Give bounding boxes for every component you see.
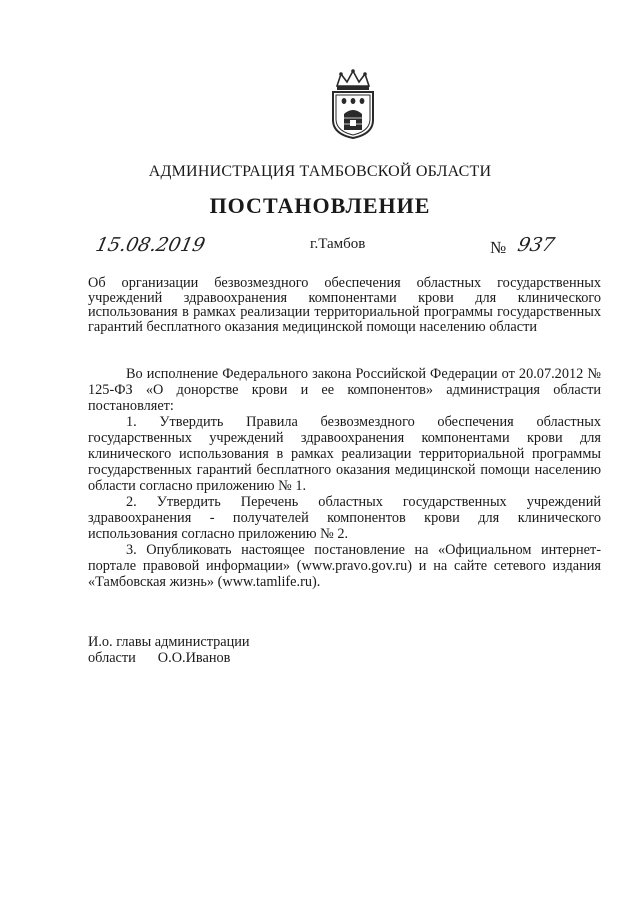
document-subject: Об организации безвозмездного обеспечения областных государственных учреждений здравоохранения компонентами крови для клинического использования в рамках реализации территориальной программы государственных гарантий бесплатного оказания медицинской помощи населению области (88, 275, 601, 335)
signature-block (88, 634, 388, 666)
number-sign: № (490, 238, 507, 257)
body-item-1: 1. Утвердить Правила безвозмездного обеспечения областных государственных учреждений здравоохранения компонентами крови для клинического использования в рамках реализации территориальной программы государственных гарантий бесплатного оказания медицинской помощи населению области согласно приложению № 1. (88, 414, 601, 494)
body-item-3: 3. Опубликовать настоящее постановление на «Официальном интернет-портале правовой информации» (www.pravo.gov.ru) и на сайте сетевого издания «Тамбовская жизнь» (www.tamlife.ru). (88, 542, 601, 590)
tambov-coat-of-arms-icon (327, 68, 379, 140)
signature-title-line1: И.о. главы администрации (88, 634, 250, 650)
signature-line2 (88, 650, 388, 666)
handwritten-date: 15.08.2019 (93, 234, 208, 256)
document-number (515, 234, 557, 260)
body-intro: Во исполнение Федерального закона Российской Федерации от 20.07.2012 № 125-ФЗ «О донорстве крови и ее компонентов» администрация области постановляет: (88, 366, 601, 414)
document-city: г.Тамбов (310, 236, 366, 252)
signature-title-line2: области (88, 650, 136, 666)
organization-title: АДМИНИСТРАЦИЯ ТАМБОВСКОЙ ОБЛАСТИ (148, 163, 492, 180)
document-body (88, 366, 601, 590)
handwritten-number: 937 (515, 234, 557, 256)
document-date (93, 234, 208, 260)
body-item-2: 2. Утвердить Перечень областных государственных учреждений здравоохранения - получателей компонентов крови для клинического использования согласно приложению № 2. (88, 494, 601, 542)
signature-name: О.О.Иванов (157, 650, 231, 666)
document-type-title: ПОСТАНОВЛЕНИЕ (209, 193, 431, 218)
